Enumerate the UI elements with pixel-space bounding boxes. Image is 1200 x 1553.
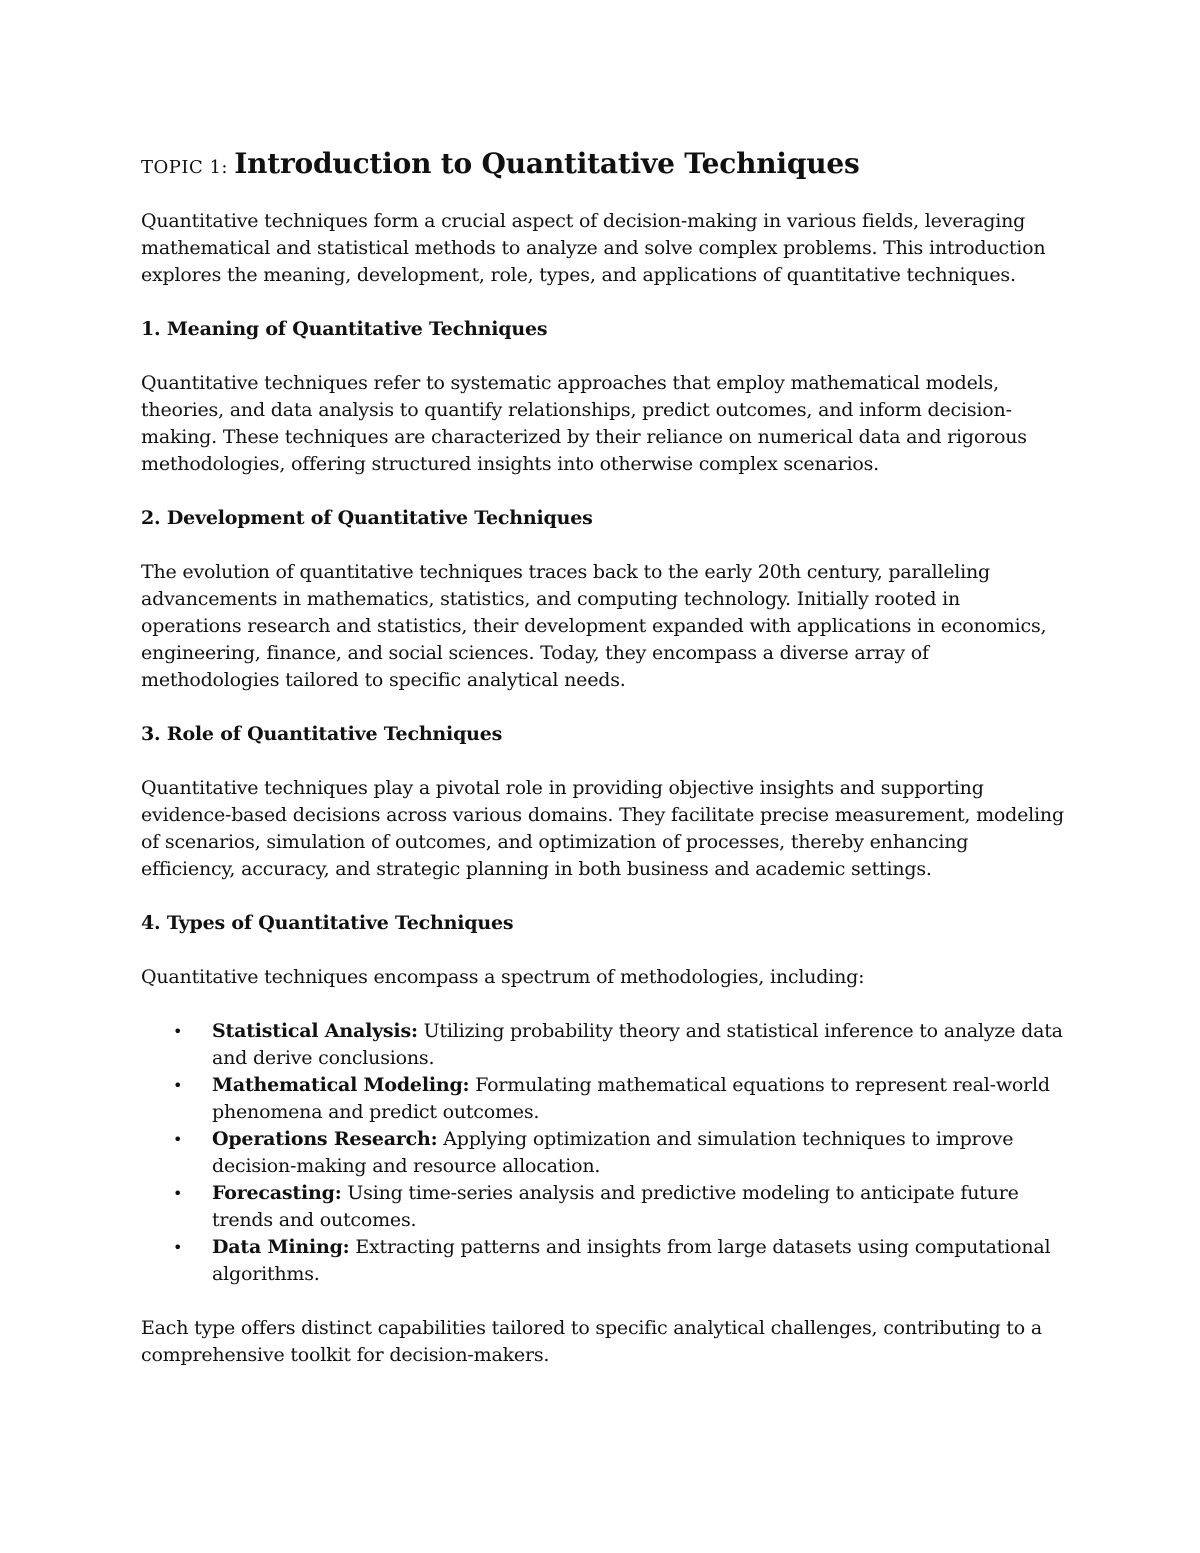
- list-item-description: Applying optimization and simulation techniques to improve decision-making and resource allocation.: [212, 1128, 1014, 1177]
- list-item: [141, 1180, 1066, 1234]
- list-item-description: Using time-series analysis and predictive modeling to anticipate future trends and outcomes.: [212, 1182, 1019, 1231]
- list-item-term: Statistical Analysis:: [212, 1020, 418, 1042]
- list-item: [141, 1234, 1066, 1288]
- list-item-description: Extracting patterns and insights from large datasets using computational algorithms.: [212, 1236, 1051, 1285]
- title-text: Introduction to Quantitative Techniques: [234, 147, 860, 180]
- conclusion-paragraph: Each type offers distinct capabilities tailored to specific analytical challenges, contributing to a comprehensive toolkit for decision-makers.: [141, 1317, 1042, 1366]
- title-prefix: TOPIC 1:: [141, 157, 235, 178]
- types-list: [141, 1018, 1066, 1288]
- list-item-description: Utilizing probability theory and statistical inference to analyze data and derive conclusions.: [212, 1020, 1063, 1069]
- intro-paragraph: Quantitative techniques form a crucial aspect of decision-making in various fields, leveraging mathematical and statistical methods to analyze and solve complex problems. This introduction explores the meaning, development, role, types, and applications of quantitative techniques.: [141, 210, 1046, 286]
- section-body-meaning: Quantitative techniques refer to systematic approaches that employ mathematical models, theories, and data analysis to quantify relationships, predict outcomes, and inform decision-making. These techniques are characterized by their reliance on numerical data and rigorous methodologies, offering structured insights into otherwise complex scenarios.: [141, 372, 1027, 475]
- list-item-description: Formulating mathematical equations to represent real-world phenomena and predict outcomes.: [212, 1074, 1050, 1123]
- bullet-icon: •: [173, 1130, 183, 1149]
- list-item-term: Mathematical Modeling:: [212, 1074, 470, 1096]
- section-heading-meaning: 1. Meaning of Quantitative Techniques: [141, 318, 548, 340]
- bullet-icon: •: [173, 1022, 183, 1041]
- bullet-icon: •: [173, 1238, 183, 1257]
- list-item-term: Data Mining:: [212, 1236, 350, 1258]
- list-item: [141, 1018, 1066, 1072]
- section-body-development: The evolution of quantitative techniques traces back to the early 20th century, paralleling advancements in mathematics, statistics, and computing technology. Initially rooted in operations research and statistics, their development expanded with applications in economics, engineering, finance, and social sciences. Today, they encompass a diverse array of methodologies tailored to specific analytical needs.: [141, 561, 1047, 691]
- document-title: [141, 140, 1066, 190]
- bullet-icon: •: [173, 1184, 183, 1203]
- bullet-icon: •: [173, 1076, 183, 1095]
- document-page: [141, 140, 1066, 1396]
- list-item: [141, 1072, 1066, 1126]
- section-body-role: Quantitative techniques play a pivotal role in providing objective insights and supporting evidence-based decisions across various domains. They facilitate precise measurement, modeling of scenarios, simulation of outcomes, and optimization of processes, thereby enhancing efficiency, accuracy, and strategic planning in both business and academic settings.: [141, 777, 1064, 880]
- list-item: [141, 1126, 1066, 1180]
- section-heading-types: 4. Types of Quantitative Techniques: [141, 912, 514, 934]
- section-heading-role: 3. Role of Quantitative Techniques: [141, 723, 503, 745]
- list-item-term: Forecasting:: [212, 1182, 342, 1204]
- section-body-types: Quantitative techniques encompass a spectrum of methodologies, including:: [141, 966, 865, 988]
- list-item-term: Operations Research:: [212, 1128, 438, 1150]
- section-heading-development: 2. Development of Quantitative Techniques: [141, 507, 593, 529]
